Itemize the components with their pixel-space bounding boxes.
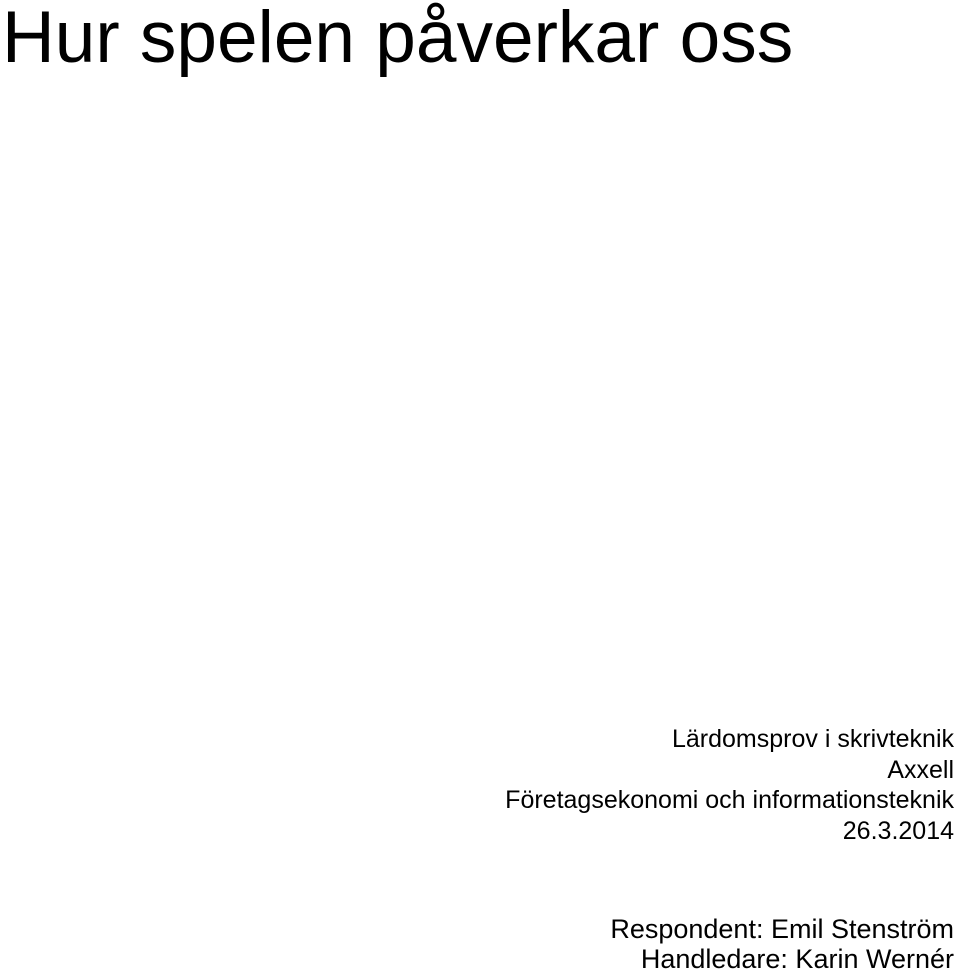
supervisor-line: Handledare: Karin Wernér [640, 944, 954, 974]
document-title: Hur spelen påverkar oss [2, 0, 794, 78]
document-date: 26.3.2014 [842, 816, 954, 845]
document-credits [610, 914, 954, 974]
program-name: Företagsekonomi och informationsteknik [505, 786, 954, 814]
school-name: Axxell [887, 755, 954, 784]
respondent-line: Respondent: Emil Stenström [610, 914, 954, 944]
course-name: Lärdomsprov i skrivteknik [671, 725, 954, 753]
document-info [505, 724, 954, 846]
